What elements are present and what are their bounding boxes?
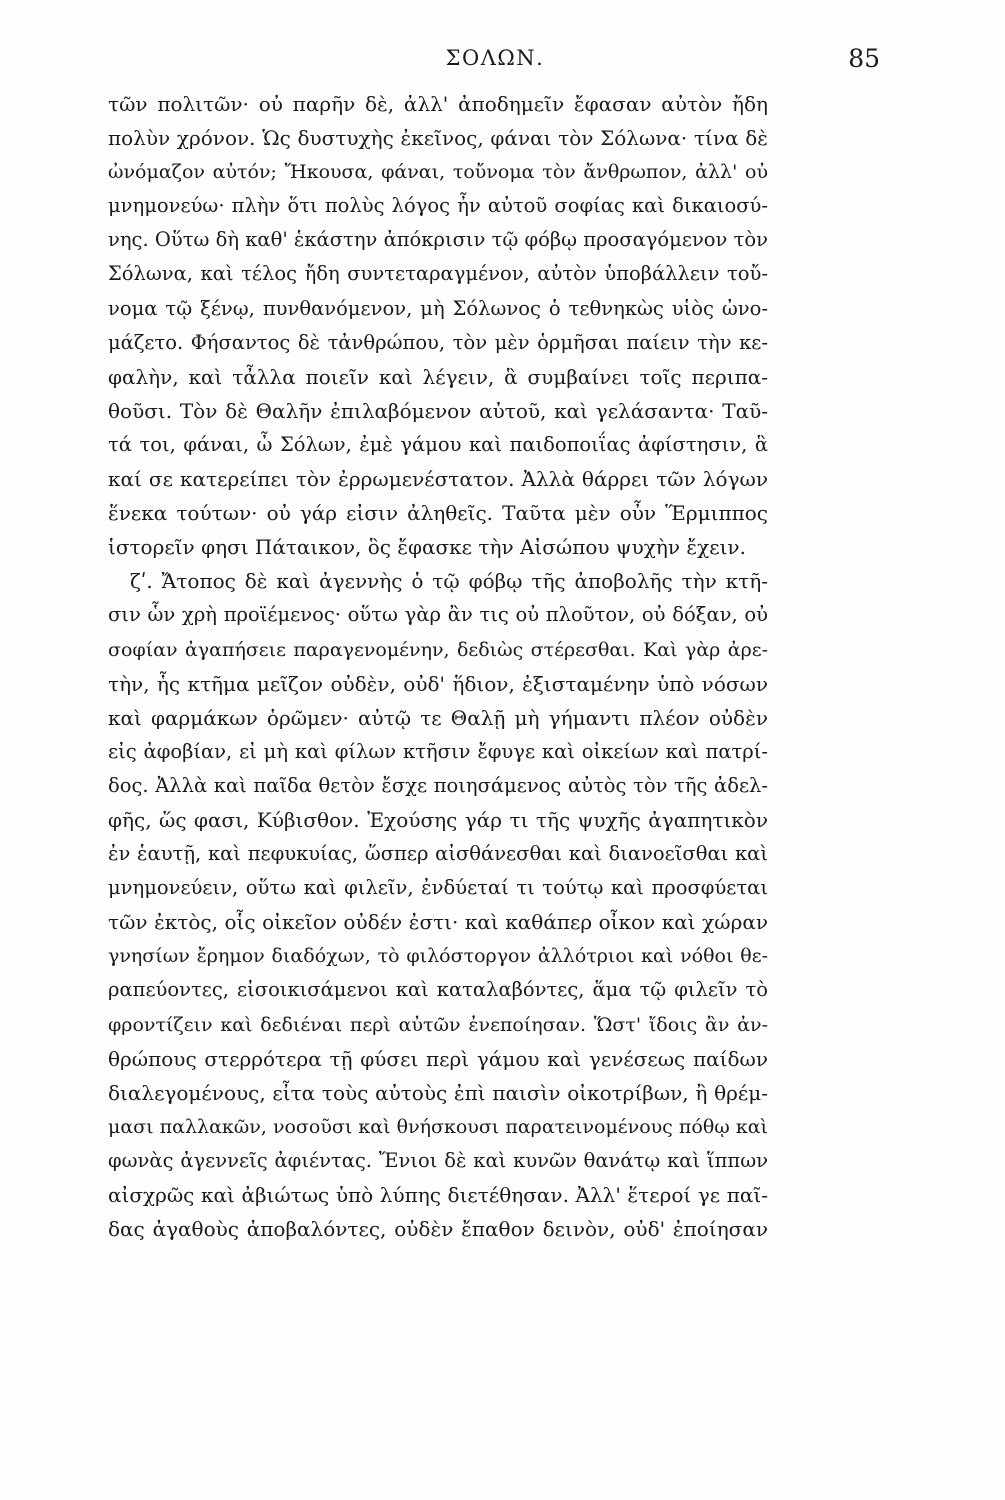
- text-line: τῶν πολιτῶν· οὐ παρῆν δὲ, ἀλλ' ἀποδημεῖν ἔφασαν αὐτὸν ἤδη: [108, 92, 768, 116]
- text-line: ὠνόμαζον αὐτόν; Ἤκουσα, φάναι, τοὔνομα τὸν ἄνθρωπον, ἀλλ' οὐ: [108, 161, 768, 184]
- text-line: πολὺν χρόνον. Ὡς δυστυχὴς ἐκεῖνος, φάναι τὸν Σόλωνα· τίνα δὲ: [108, 126, 768, 151]
- text-line: ἕνεκα τούτων· οὐ γάρ εἰσιν ἀληθεῖς. Ταῦτα μὲν οὖν Ἕρμιππος: [108, 501, 768, 526]
- text-line: φροντίζειν καὶ δεδιέναι περὶ αὐτῶν ἐνεποίησαν. Ὥστ' ἴδοις ἂν ἀν-: [108, 1013, 768, 1036]
- text-line: ραπεύοντες, εἰσοικισάμενοι καὶ καταλαβόντες, ἅμα τῷ φιλεῖν τὸ: [108, 978, 768, 1002]
- text-line: αἰσχρῶς καὶ ἀβιώτως ὑπὸ λύπης διετέθησαν. Ἀλλ' ἕτεροί γε παῖ-: [108, 1183, 768, 1207]
- text-line: θρώπους στερρότερα τῇ φύσει περὶ γάμου καὶ γενέσεως παίδων: [108, 1046, 768, 1071]
- text-line: φαλὴν, καὶ τἆλλα ποιεῖν καὶ λέγειν, ἃ συμβαίνει τοῖς περιπα-: [108, 364, 768, 389]
- text-line: σοφίαν ἀγαπήσειε παραγενομένην, δεδιὼς στέρεσθαι. Καὶ γὰρ ἀρε-: [108, 638, 768, 661]
- text-line: μνημονεύω· πλὴν ὅτι πολὺς λόγος ἦν αὐτοῦ σοφίας καὶ δικαιοσύ-: [108, 194, 768, 218]
- text-line: τὴν, ἧς κτῆμα μεῖζον οὐδὲν, οὐδ' ἥδιον, ἐξισταμένην ὑπὸ νόσων: [108, 671, 768, 696]
- text-line: μάζετο. Φήσαντος δὲ τἀνθρώπου, τὸν μὲν ὁρμῆσαι παίειν τὴν κε-: [108, 330, 768, 354]
- section-start-line: ζʹ. Ἄτοπος δὲ καὶ ἀγεννὴς ὁ τῷ φόβῳ τῆς ἀποβολῆς τὴν κτῆ-: [130, 569, 768, 594]
- text-line: δας ἀγαθοὺς ἀποβαλόντες, οὐδὲν ἔπαθον δεινὸν, οὐδ' ἐποίησαν: [108, 1217, 768, 1242]
- text-line: δος. Ἀλλὰ καὶ παῖδα θετὸν ἔσχε ποιησάμενος αὐτὸς τὸν τῆς ἀδελ-: [108, 773, 768, 797]
- running-head: [110, 44, 880, 78]
- body-text: [108, 87, 768, 1280]
- text-line: φωνὰς ἀγεννεῖς ἀφιέντας. Ἔνιοι δὲ καὶ κυνῶν θανάτῳ καὶ ἵππων: [108, 1148, 768, 1172]
- text-line: νομα τῷ ξένῳ, πυνθανόμενον, μὴ Σόλωνος ὁ τεθνηκὼς υἱὸς ὠνο-: [108, 296, 768, 320]
- text-line: [108, 1246, 768, 1280]
- text-line: Σόλωνα, καὶ τέλος ἤδη συντεταραγμένον, αὐτὸν ὑποβάλλειν τοὔ-: [108, 262, 768, 286]
- text-line: νης. Οὕτω δὴ καθ' ἑκάστην ἀπόκρισιν τῷ φόβῳ προσαγόμενον τὸν: [108, 228, 768, 252]
- text-line: τῶν ἐκτὸς, οἷς οἰκεῖον οὐδέν ἐστι· καὶ καθάπερ οἶκον καὶ χώραν: [108, 910, 768, 935]
- text-line: ἐν ἑαυτῇ, καὶ πεφυκυίας, ὥσπερ αἰσθάνεσθαι καὶ διανοεῖσθαι καὶ: [108, 842, 768, 866]
- text-line: καί σε κατερείπει τὸν ἐρρωμενέστατον. Ἀλλὰ θάρρει τῶν λόγων: [108, 467, 768, 492]
- text-line: διαλεγομένους, εἶτα τοὺς αὐτοὺς ἐπὶ παισὶν οἰκοτρίβων, ἢ θρέμ-: [108, 1080, 768, 1105]
- text-line: εἰς ἀφοβίαν, εἰ μὴ καὶ φίλων κτῆσιν ἔφυγε καὶ οἰκείων καὶ πατρί-: [108, 739, 768, 763]
- text-line: καὶ φαρμάκων ὁρῶμεν· αὐτῷ τε Θαλῇ μὴ γήμαντι πλέον οὐδὲν: [108, 705, 768, 730]
- text-line: τά τοι, φάναι, ὦ Σόλων, ἐμὲ γάμου καὶ παιδοποιΐας ἀφίστησιν, ἃ: [108, 432, 768, 456]
- text-line: φῆς, ὥς φασι, Κύβισθον. Ἐχούσης γάρ τι τῆς ψυχῆς ἀγαπητικὸν: [108, 807, 768, 832]
- running-title: ΣΟΛΩΝ.: [445, 46, 545, 70]
- page-number: 85: [848, 44, 880, 73]
- text-line: θοῦσι. Τὸν δὲ Θαλῆν ἐπιλαβόμενον αὐτοῦ, καὶ γελάσαντα· Ταῦ-: [108, 398, 768, 423]
- text-line: σιν ὧν χρὴ προϊέμενος· οὕτω γὰρ ἂν τις οὐ πλοῦτον, οὐ δόξαν, οὐ: [108, 603, 768, 627]
- text-line: μνημονεύειν, οὕτω καὶ φιλεῖν, ἐνδύεταί τι τούτῳ καὶ προσφύεται: [108, 876, 768, 900]
- text-line: γνησίων ἔρημον διαδόχων, τὸ φιλόστοργον ἀλλότριοι καὶ νόθοι θε-: [108, 945, 768, 968]
- text-line: μασι παλλακῶν, νοσοῦσι καὶ θνήσκουσι παρατεινομένους πόθῳ καὶ: [108, 1115, 768, 1138]
- text-line: ἱστορεῖν φησι Πάταικον, ὃς ἔφασκε τὴν Αἰσώπου ψυχὴν ἔχειν.: [108, 535, 746, 560]
